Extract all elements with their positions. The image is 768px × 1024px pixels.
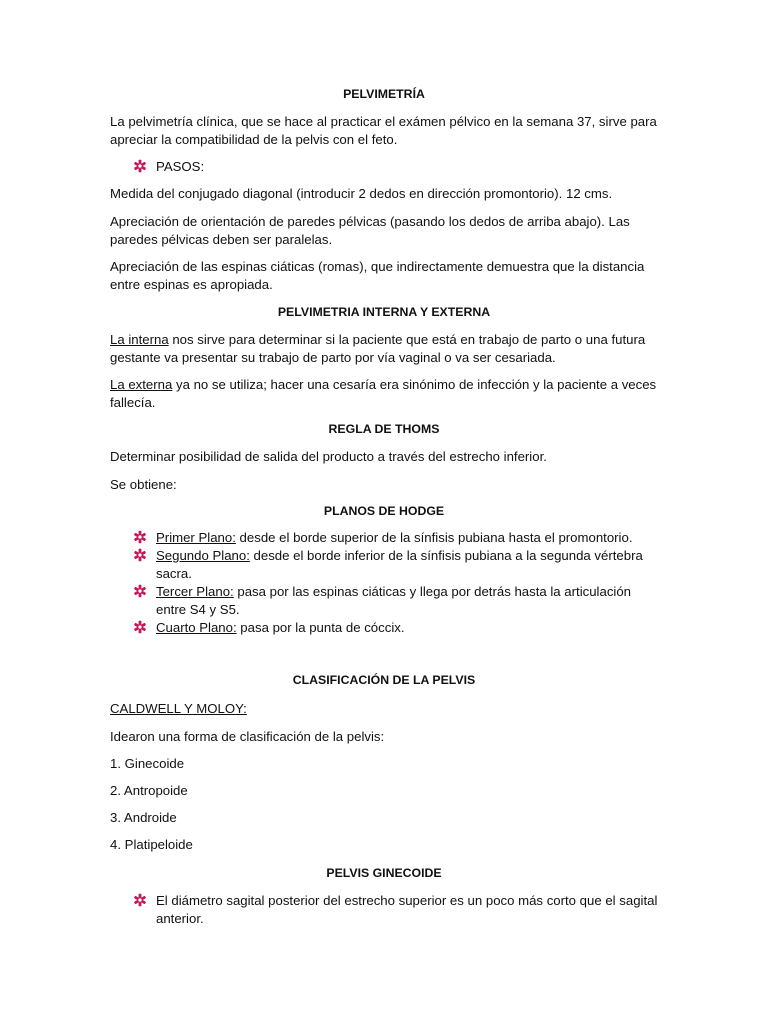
thoms-obtiene: Se obtiene: <box>110 477 177 492</box>
heading-clasificacion: CLASIFICACIÓN DE LA PELVIS <box>292 673 476 687</box>
interna-text: nos sirve para determinar si la paciente que está en trabajo de parto o una futura gestante va presentar su trabajo de parto por vía vaginal o va ser cesariada. <box>110 332 646 365</box>
paso-2: Apreciación de orientación de paredes pélvicas (pasando los dedos de arriba abajo). Las paredes pélvicas deben ser paralelas. <box>110 214 630 247</box>
plano-text: pasa por las espinas ciáticas y llega por detrás hasta la articulación entre S4 y S5. <box>156 584 632 617</box>
plano-term: Tercer Plano: <box>156 584 234 599</box>
idearon-paragraph: Idearon una forma de clasificación de la pelvis: <box>110 729 385 744</box>
page-title: PELVIMETRÍA <box>343 87 425 101</box>
plano-item <box>133 547 663 582</box>
ginecoide-item <box>133 892 663 927</box>
ginecoide-text: El diámetro sagital posterior del estrecho superior es un poco más corto que el sagital anterior. <box>156 893 658 926</box>
plano-item <box>133 619 663 637</box>
plano-term: Segundo Plano: <box>156 548 250 563</box>
asterisk-bullet-icon <box>133 159 147 173</box>
plano-term: Primer Plano: <box>156 530 236 545</box>
heading-ginecoide: PELVIS GINECOIDE <box>326 866 442 880</box>
externa-paragraph <box>110 376 670 411</box>
pasos-label: PASOS: <box>156 159 205 174</box>
asterisk-bullet-icon <box>133 548 147 562</box>
asterisk-bullet-icon <box>133 584 147 598</box>
thoms-paragraph: Determinar posibilidad de salida del producto a través del estrecho inferior. <box>110 449 547 464</box>
list-item: 1. Ginecoide <box>110 756 185 771</box>
caldwell-label: CALDWELL Y MOLOY: <box>110 701 247 716</box>
asterisk-bullet-icon <box>133 530 147 544</box>
heading-hodge: PLANOS DE HODGE <box>323 504 445 518</box>
plano-item <box>133 529 663 547</box>
plano-text: desde el borde superior de la sínfisis pubiana hasta el promontorio. <box>235 530 633 545</box>
externa-term: La externa <box>110 377 173 392</box>
list-item: 3. Androide <box>110 810 177 825</box>
interna-paragraph <box>110 331 670 366</box>
asterisk-bullet-icon <box>133 893 147 907</box>
plano-text: desde el borde inferior de la sínfisis pubiana a la segunda vértebra sacra. <box>156 548 643 581</box>
paso-3: Apreciación de las espinas ciáticas (romas), que indirectamente demuestra que la distancia entre espinas es apropiada. <box>110 259 645 292</box>
plano-item <box>133 583 663 618</box>
heading-interna-externa: PELVIMETRIA INTERNA Y EXTERNA <box>277 305 491 319</box>
externa-text: ya no se utiliza; hacer una cesaría era sinónimo de infección y la paciente a veces fallecía. <box>110 377 657 410</box>
plano-term: Cuarto Plano: <box>156 620 237 635</box>
paso-1: Medida del conjugado diagonal (introducir 2 dedos en dirección promontorio). 12 cms. <box>110 186 613 201</box>
intro-paragraph: La pelvimetría clínica, que se hace al practicar el exámen pélvico en la semana 37, sirve para apreciar la compatibilidad de la pelvis con el feto. <box>110 114 657 147</box>
asterisk-bullet-icon <box>133 620 147 634</box>
interna-term: La interna <box>110 332 169 347</box>
plano-text: pasa por la punta de cóccix. <box>236 620 405 635</box>
heading-thoms: REGLA DE THOMS <box>328 422 440 436</box>
list-item: 2. Antropoide <box>110 783 188 798</box>
pasos-bullet <box>133 158 663 176</box>
list-item: 4. Platipeloide <box>110 837 193 852</box>
